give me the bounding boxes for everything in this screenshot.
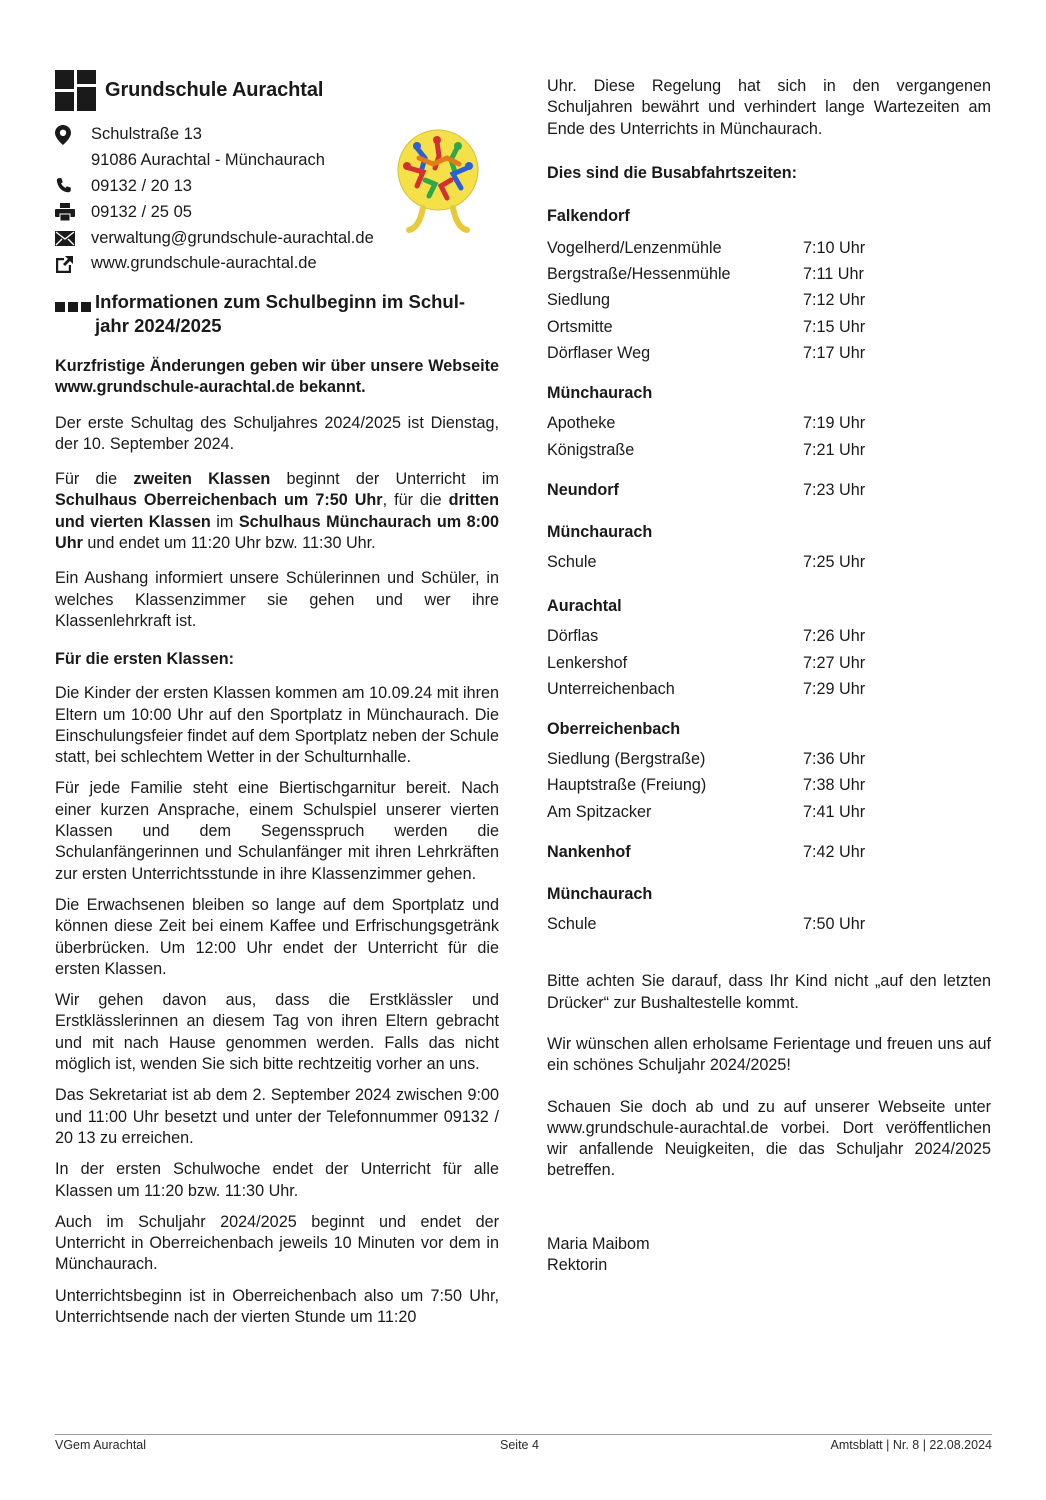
external-link-icon: [55, 255, 91, 273]
bus-group-oberreichenbach: Oberreichenbach: [547, 720, 681, 739]
bus-group-neundorf: Neundorf 7:23 Uhr: [547, 480, 866, 499]
address-line2: 91086 Aurachtal - Münchaurach: [91, 151, 325, 170]
website-row: [55, 251, 499, 277]
bus-stops-falkendorf: [547, 235, 991, 366]
closing-paragraph-bus: Bitte achten Sie darauf, dass Ihr Kind nicht „auf den letzten Drücker“ zur Bushaltestelle kommt.: [547, 972, 991, 1012]
signature-role: Rektorin: [547, 1256, 608, 1275]
footer-left: VGem Aurachtal: [55, 1438, 147, 1452]
first-classes-heading: Für die ersten Klassen:: [55, 650, 235, 669]
school-name: Grundschule Aurachtal: [105, 78, 324, 101]
bus-stop-row: Ortsmitte 7:15 Uhr: [547, 317, 866, 336]
fax-printer-icon: [55, 203, 91, 221]
paragraph-oberreichenbach-cont: Uhr. Diese Regelung hat sich in den vergangenen Schuljahren bewährt und verhindert lange Wartezeiten am Ende des Unterrichts in Münchaurach.: [547, 77, 991, 138]
school-logo-image: [395, 128, 481, 234]
bus-stops-muenchaurach-school: [547, 549, 991, 575]
bus-group-muenchaurach-school: Münchaurach: [547, 522, 653, 541]
bus-stops-muenchaurach-final: [547, 911, 991, 937]
org-logo-icon: [55, 70, 96, 111]
paragraph-class-times: Für die zweiten Klassen beginnt der Unterricht im Schulhaus Oberreichenbach um 7:50 Uhr, für die dritten und vierten Klassen im Schulhaus Münchaurach um 8:00 Uhr und endet um 11:20 Uhr bzw. 11:30 Uhr.: [55, 470, 499, 553]
bus-stop-row: Hauptstraße (Freiung) 7:38 Uhr: [547, 776, 866, 795]
paragraph-oberreichenbach: Unterrichtsbeginn ist in Oberreichenbach also um 7:50 Uhr, Unterrichtsende nach der vierten Stunde um 11:20: [55, 1286, 499, 1326]
website-link[interactable]: www.grundschule-aurachtal.de: [91, 254, 317, 273]
footer-divider: [55, 1434, 992, 1435]
paragraph-notice-board: Ein Aushang informiert unsere Schülerinnen und Schüler, in welches Klassenzimmer sie gehen und wer ihre Klassenlehrkraft ist.: [55, 569, 499, 630]
footer-page-number: Seite 4: [500, 1438, 539, 1452]
fax-number: 09132 / 25 05: [91, 202, 192, 221]
bus-stop-row: Apotheke 7:19 Uhr: [547, 414, 866, 433]
bus-group-muenchaurach-final: Münchaurach: [547, 885, 653, 904]
bus-group-falkendorf: Falkendorf: [547, 206, 630, 225]
bus-stop-row: Königstraße 7:21 Uhr: [547, 440, 866, 459]
right-column: [547, 76, 991, 1276]
bus-stop-row: Schule 7:50 Uhr: [547, 915, 866, 934]
email-icon: [55, 231, 91, 246]
bus-group-aurachtal: Aurachtal: [547, 597, 622, 616]
email-address[interactable]: verwaltung@grundschule-aurachtal.de: [91, 228, 374, 247]
bus-stop-row: Am Spitzacker 7:41 Uhr: [547, 802, 866, 821]
bus-stops-oberreichenbach: [547, 746, 991, 825]
bus-stop-row: Bergstraße/Hessenmühle 7:11 Uhr: [547, 265, 864, 284]
bus-stop-row: Siedlung (Bergstraße) 7:36 Uhr: [547, 750, 866, 769]
paragraph-pickup: Wir gehen davon aus, dass die Erstklässler und Erstklässlerinnen an diesem Tag von ihren Eltern gebracht und mit nach Hause genommen werden. Falls das nicht möglich ist, wenden Sie sich bitte rechtzeitig vorher an uns.: [55, 991, 499, 1074]
phone-icon: [55, 177, 91, 195]
bus-times-heading: Dies sind die Busabfahrtszeiten:: [547, 163, 798, 182]
contact-block: [55, 122, 499, 273]
paragraph-first-classes: Die Kinder der ersten Klassen kommen am 10.09.24 mit ihren Eltern um 10:00 Uhr auf den Sportplatz in Münchaurach. Die Einschulungsfeier findet auf dem Sportplatz neben der Schule statt, bei schlechtem Wetter in der Schulturnhalle.: [55, 684, 499, 767]
bus-stops-muenchaurach: [547, 410, 991, 463]
closing-paragraph-wishes: Wir wünschen allen erholsame Ferientage und freuen uns auf ein schönes Schuljahr 2024/2025!: [547, 1034, 991, 1075]
bus-stop-row: Schule 7:25 Uhr: [547, 552, 866, 571]
bus-stop-row: Unterreichenbach 7:29 Uhr: [547, 679, 866, 698]
signature-name: Maria Maibom: [547, 1234, 650, 1253]
bus-stop-row: Dörflas 7:26 Uhr: [547, 627, 866, 646]
closing-paragraph-website: Schauen Sie doch ab und zu auf unserer Webseite unter www.grundschule-aurachtal.de vorbei. Dort veröffentlichen wir anfallende Neuigkeiten, die das Schuljahr 2024/2025 betreffen.: [547, 1097, 991, 1180]
article-title-line2: jahr 2024/2025: [95, 315, 222, 336]
article-title: [55, 290, 499, 338]
paragraph-office: Das Sekretariat ist ab dem 2. September 2024 zwischen 9:00 und 11:00 Uhr besetzt und unter der Telefonnummer 09132 / 20 13 zu erreichen.: [55, 1086, 499, 1147]
bus-stop-row: Vogelherd/Lenzenmühle 7:10 Uhr: [547, 238, 866, 257]
paragraph-first-week: In der ersten Schulwoche endet der Unterricht für alle Klassen um 11:20 bzw. 11:30 Uhr.: [55, 1160, 499, 1200]
bus-stops-aurachtal: [547, 623, 991, 702]
footer-right: Amtsblatt | Nr. 8 | 22.08.2024: [830, 1438, 992, 1452]
bus-stop-row: Lenkershof 7:27 Uhr: [547, 653, 866, 672]
phone-number: 09132 / 20 13: [91, 176, 192, 195]
bus-group-nankenhof: Nankenhof 7:42 Uhr: [547, 843, 866, 862]
address-line1: Schulstraße 13: [91, 125, 202, 144]
paragraph-families: Für jede Familie steht eine Biertischgarnitur bereit. Nach einer kurzen Ansprache, einem Schulspiel unserer vierten Klassen und dem Segensspruch werden die Schulanfängerinnen und Schulanfänger mit ihren Lehrkräften zur ersten Unterrichtsstunde in ihre Klassenzimmer gehen.: [55, 779, 499, 883]
paragraph-schedule: Auch im Schuljahr 2024/2025 beginnt und endet der Unterricht in Oberreichenbach jeweils 10 Minuten vor dem in Münchaurach.: [55, 1212, 499, 1274]
org-header: [55, 68, 499, 112]
paragraph-adults: Die Erwachsenen bleiben so lange auf dem Sportplatz und können diese Zeit bei einem Kaffee und Erfrischungsgetränk überbrücken. Um 12:00 Uhr endet der Unterricht für die ersten Klassen.: [55, 895, 499, 978]
intro-paragraph: Kurzfristige Änderungen geben wir über unsere Webseite www.grundschule-aurachtal.de bekannt.: [55, 357, 499, 397]
bus-group-muenchaurach: Münchaurach: [547, 384, 653, 403]
bus-stop-row: Dörflaser Weg 7:17 Uhr: [547, 344, 866, 363]
article-title-line1: Informationen zum Schulbeginn im Schul-: [95, 291, 466, 312]
bus-stop-row: Siedlung 7:12 Uhr: [547, 291, 866, 310]
location-pin-icon: [55, 125, 91, 145]
title-bullet-icon: [55, 290, 95, 338]
left-column: [55, 66, 499, 1328]
paragraph-first-day: Der erste Schultag des Schuljahres 2024/2025 ist Dienstag, der 10. September 2024.: [55, 413, 499, 453]
